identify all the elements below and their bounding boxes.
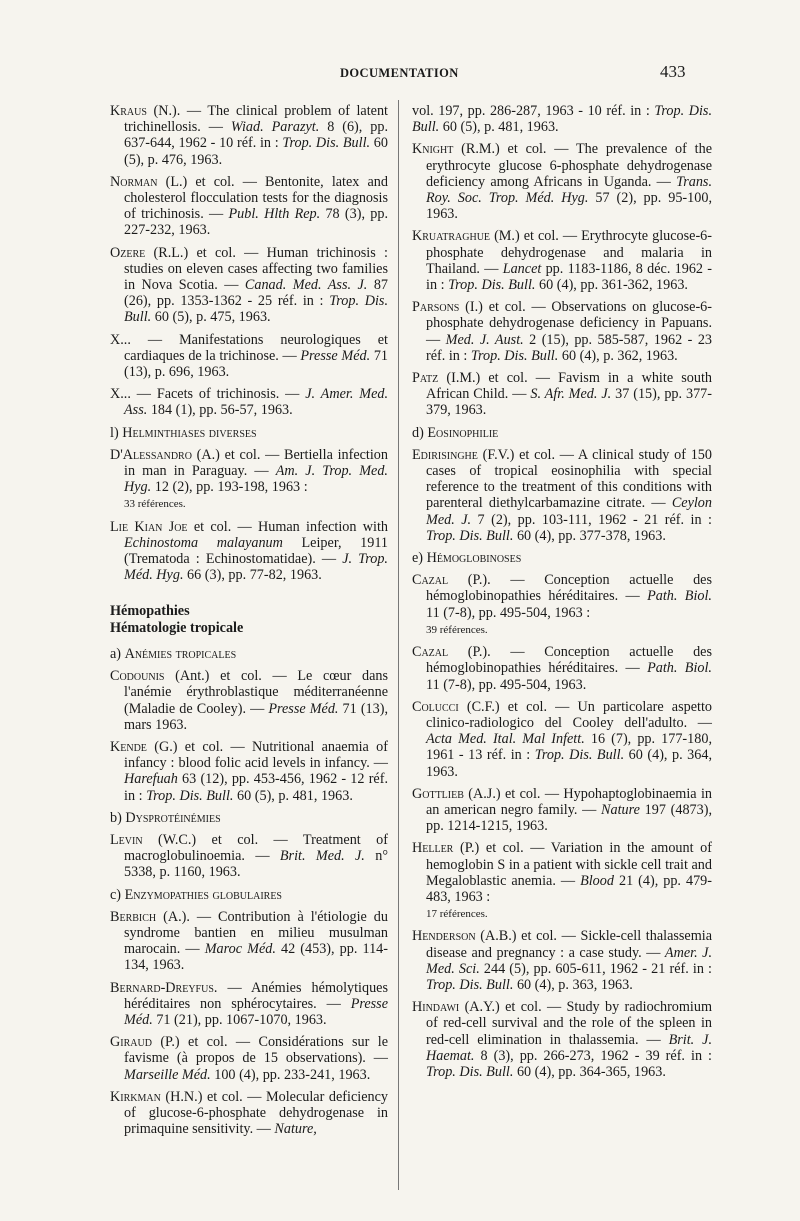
bib-entry: Kruatraghue (M.) et col. — Erythrocyte glucose-6-phosphate dehydrogenase and malaria in Thailand. — Lancet pp. 1183-1186, 8 déc. 1962 - in : Trop. Dis. Bull. 60 (4), pp. 361-362, 1963. xyxy=(412,228,712,294)
bib-entry: Henderson (A.B.) et col. — Sickle-cell thalassemia disease and pregnancy : a case study. — Amer. J. Med. Sci. 244 (5), pp. 605-611, 1962 - 21 réf. in : Trop. Dis. Bull. 60 (4), p. 363, 1963. xyxy=(412,928,712,993)
main-heading: Hémopathies xyxy=(110,603,190,620)
section-heading: d) Eosinophilie xyxy=(412,424,499,441)
right-column xyxy=(412,103,712,1086)
bib-entry: Norman (L.) et col. — Bentonite, latex and cholesterol flocculation tests for the diagnosis of trichinosis. — Publ. Hlth Rep. 78 (3), pp. 227-232, 1963. xyxy=(110,173,389,239)
bib-entry: Ozere (R.L.) et col. — Human trichinosis : studies on eleven cases affecting two families in Nova Scotia. — Canad. Med. Ass. J. 87 (26), pp. 1353-1362 - 25 réf. in : Trop. Dis. Bull. 60 (5), p. 475, 1963. xyxy=(110,244,389,326)
bib-entry: Colucci (C.F.) et col. — Un particolare aspetto clinico-radiologico del Cooley dell'adulto. — Acta Med. Ital. Mal Infett. 16 (7), pp. 177-180, 1961 - 13 réf. in : Trop. Dis. Bull. 60 (4), p. 364, 1963. xyxy=(412,698,713,780)
bib-entry: Hindawi (A.Y.) et col. — Study by radiochromium of red-cell survival and the role of the spleen in red-cell elimination in thalassemia. — Brit. J. Haemat. 8 (3), pp. 266-273, 1962 - 39 réf. in : Trop. Dis. Bull. 60 (4), pp. 364-365, 1963. xyxy=(412,999,712,1080)
bib-entry: Kirkman (H.N.) et col. — Molecular deficiency of glucose-6-phosphate dehydrogenase in primaquine sensitivity. — Nature, xyxy=(110,1088,388,1138)
bib-entry: Codounis (Ant.) et col. — Le cœur dans l'anémie érythroblastique méditerranéenne (Maladie de Cooley). — Presse Méd. 71 (13), mars 1963. xyxy=(110,668,389,733)
section-heading: a) Anémies tropicales xyxy=(110,645,237,662)
bib-entry: Gottlieb (A.J.) et col. — Hypohaptoglobinaemia in an american negro family. — Nature 197 (4873), pp. 1214-1215, 1963. xyxy=(412,785,712,835)
bib-entry: Cazal (P.). — Conception actuelle des hémoglobinopathies héréditaires. — Path. Biol. 11 (7-8), pp. 495-504, 1963 : 39 références. xyxy=(412,572,712,636)
bib-entry: Cazal (P.). — Conception actuelle des hémoglobinopathies héréditaires. — Path. Biol. 11 (7-8), pp. 495-504, 1963. xyxy=(412,644,712,693)
bib-entry: Knight (R.M.) et col. — The prevalence of the erythrocyte glucose 6-phosphate dehydrogenase deficiency among Africans in Uganda. — Trans. Roy. Soc. Trop. Méd. Hyg. 57 (2), pp. 95-100, 1963. xyxy=(412,141,712,223)
column-divider xyxy=(398,100,399,1190)
bib-entry: Berbich (A.). — Contribution à l'étiologie du syndrome bantien en milieu musulman marocain. — Maroc Méd. 42 (453), pp. 114-134, 1963. xyxy=(110,908,389,974)
bib-entry: Bernard-Dreyfus. — Anémies hémolytiques héréditaires non sphérocytaires. — Presse Méd. 71 (21), pp. 1067-1070, 1963. xyxy=(110,979,388,1028)
left-column xyxy=(110,103,388,1143)
running-header: DOCUMENTATION xyxy=(340,66,459,80)
page-number: 433 xyxy=(660,62,686,81)
section-heading: l) Helminthiases diverses xyxy=(110,424,257,441)
bib-entry: D'Alessandro (A.) et col. — Bertiella infection in man in Paraguay. — Am. J. Trop. Med. Hyg. 12 (2), pp. 193-198, 1963 : 33 références. xyxy=(110,446,388,511)
section-heading: b) Dysprotéinémies xyxy=(110,809,221,826)
bib-entry: X... — Facets of trichinosis. — J. Amer. Med. Ass. 184 (1), pp. 56-57, 1963. xyxy=(110,386,389,419)
bib-entry: Levin (W.C.) et col. — Treatment of macroglobulinoemia. — Brit. Med. J. n° 5338, p. 1160, 1963. xyxy=(110,831,388,881)
bib-entry-continued: vol. 197, pp. 286-287, 1963 - 10 réf. in : Trop. Dis. Bull. 60 (5), p. 481, 1963. xyxy=(412,103,712,136)
bib-entry: Patz (I.M.) et col. — Favism in a white south African Child. — S. Afr. Med. J. 37 (15), pp. 377-379, 1963. xyxy=(412,370,712,419)
section-heading: e) Hémoglobinoses xyxy=(412,550,522,567)
bib-entry: Kraus (N.). — The clinical problem of latent trichinellosis. — Wiad. Parazyt. 8 (6), pp. 637-644, 1962 - 10 réf. in : Trop. Dis. Bull. 60 (5), p. 476, 1963. xyxy=(110,103,389,168)
bib-entry: Lie Kian Joe et col. — Human infection with Echinostoma malayanum Leiper, 1911 (Trematoda : Echinostomatidae). — J. Trop. Méd. Hyg. 66 (3), pp. 77-82, 1963. xyxy=(110,518,388,584)
sub-heading: Hématologie tropicale xyxy=(110,619,244,636)
bib-entry: Parsons (I.) et col. — Observations on glucose-6-phosphate dehydrogenase deficiency in Papuans. — Med. J. Aust. 2 (15), pp. 585-587, 1962 - 23 réf. in : Trop. Dis. Bull. 60 (4), p. 362, 1963. xyxy=(412,299,713,364)
section-heading: c) Enzymopathies globulaires xyxy=(110,886,282,903)
bib-entry: Kende (G.) et col. — Nutritional anaemia of infancy : blood folic acid levels in infancy. — Harefuah 63 (12), pp. 453-456, 1962 - 12 réf. in : Trop. Dis. Bull. 60 (5), p. 481, 1963. xyxy=(110,738,388,804)
bib-entry: Heller (P.) et col. — Variation in the amount of hemoglobin S in a patient with sickle cell trait and Megaloblastic anemia. — Blood 21 (4), pp. 479-483, 1963 : 17 références. xyxy=(412,840,712,921)
bib-entry: Giraud (P.) et col. — Considérations sur le favisme (à propos de 15 observations). — Marseille Méd. 100 (4), pp. 233-241, 1963. xyxy=(110,1034,388,1083)
bib-entry: Edirisinghe (F.V.) et col. — A clinical study of 150 cases of tropical eosinophilia with special reference to the treatment of this conditions with parenteral diethylcarbamazine citrate. — Ceylon Med. J. 7 (2), pp. 103-111, 1962 - 21 réf. in : Trop. Dis. Bull. 60 (4), pp. 377-378, 1963. xyxy=(412,446,712,544)
bib-entry: X... — Manifestations neurologiques et cardiaques de la trichinose. — Presse Méd. 71 (13), p. 696, 1963. xyxy=(110,331,389,381)
